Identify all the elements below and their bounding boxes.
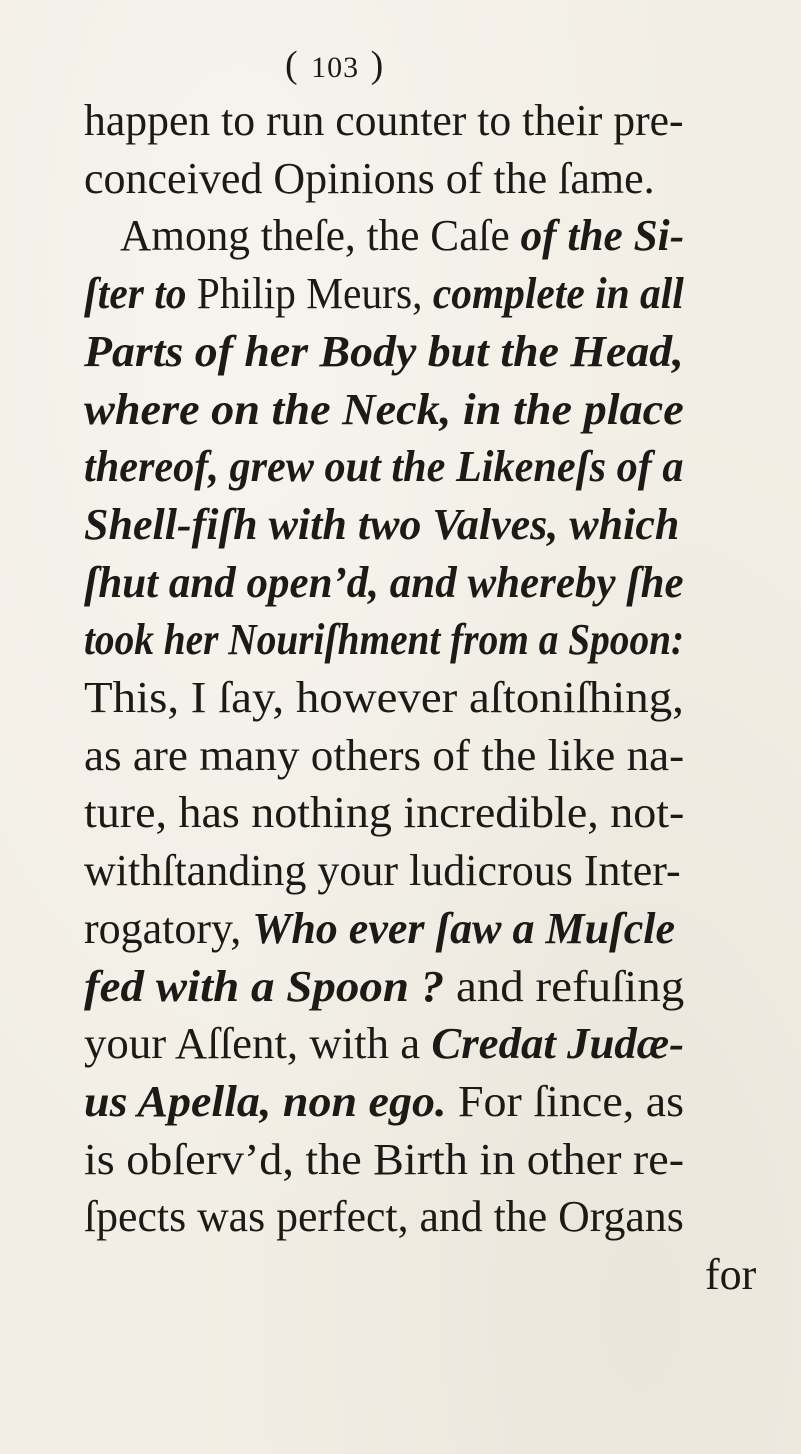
roman-text: Among theſe, the Caſe (120, 211, 521, 261)
text-line (84, 1186, 684, 1248)
roman-text: For ſince, as (446, 1076, 685, 1126)
italic-text: complete in all (432, 269, 684, 319)
italic-text: of the Si- (520, 211, 685, 261)
roman-text: your Aſſent, with a (84, 1019, 432, 1069)
text-line (84, 263, 684, 325)
text-line (84, 898, 675, 960)
text-line (84, 552, 684, 614)
text-line (84, 1071, 684, 1133)
page-header (285, 40, 425, 90)
text-line (84, 148, 655, 210)
italic-text: where on the Neck, in the place (84, 384, 684, 434)
text-line (84, 725, 684, 787)
italic-text: ſter (84, 269, 155, 319)
italic-text: took her Nouriſhment from a Spoon: (84, 615, 685, 665)
text-line (84, 782, 684, 844)
roman-text: happen to run counter to their pre- (84, 96, 684, 145)
text-line (84, 379, 684, 441)
italic-text: Shell-fiſh with two Valves, which (84, 499, 680, 549)
italic-text: us Apella, non ego. (84, 1076, 447, 1126)
roman-text: ture, has nothing incredible, not- (84, 788, 685, 838)
roman-text: This, I ſay, however aſtoniſhing, (84, 673, 684, 722)
italic-text: ſhut and open’d, and whereby ſhe (84, 557, 684, 607)
text-line (84, 1129, 684, 1191)
italic-text: to (154, 269, 187, 319)
text-line (84, 667, 684, 729)
roman-text: and refuſing (444, 961, 685, 1011)
italic-text: Who ever ſaw a Muſcle (252, 903, 676, 953)
text-line (84, 321, 684, 383)
roman-text: conceived Opinions of the ſame. (84, 153, 655, 203)
roman-text: Philip Meurs, (186, 269, 433, 319)
text-line (84, 494, 679, 556)
italic-text: thereof, grew out the Likeneſs of a (84, 442, 684, 492)
roman-text: ſpects was perfect, and the Organs (84, 1192, 684, 1242)
roman-text: is obſerv’d, the Birth in other re- (84, 1134, 685, 1184)
italic-text: fed with a Spoon ? (84, 961, 445, 1011)
text-line (84, 956, 684, 1018)
italic-text: Credat Judæ- (431, 1019, 685, 1069)
open-parenthesis: ( (285, 44, 300, 86)
roman-text: rogatory, (84, 903, 253, 953)
roman-text: withſtanding your ludicrous Inter- (84, 846, 681, 896)
text-line (84, 840, 681, 902)
page-number: 103 (311, 51, 360, 84)
text-line (84, 609, 684, 671)
text-line (120, 205, 684, 267)
text-line (84, 436, 684, 498)
close-parenthesis: ) (370, 44, 386, 86)
roman-text: as are many others of the like na- (84, 730, 685, 780)
italic-text: Parts of her Body but the Head, (84, 326, 684, 376)
text-line (84, 1013, 684, 1075)
catchword: for (705, 1250, 757, 1299)
text-line (84, 90, 684, 152)
